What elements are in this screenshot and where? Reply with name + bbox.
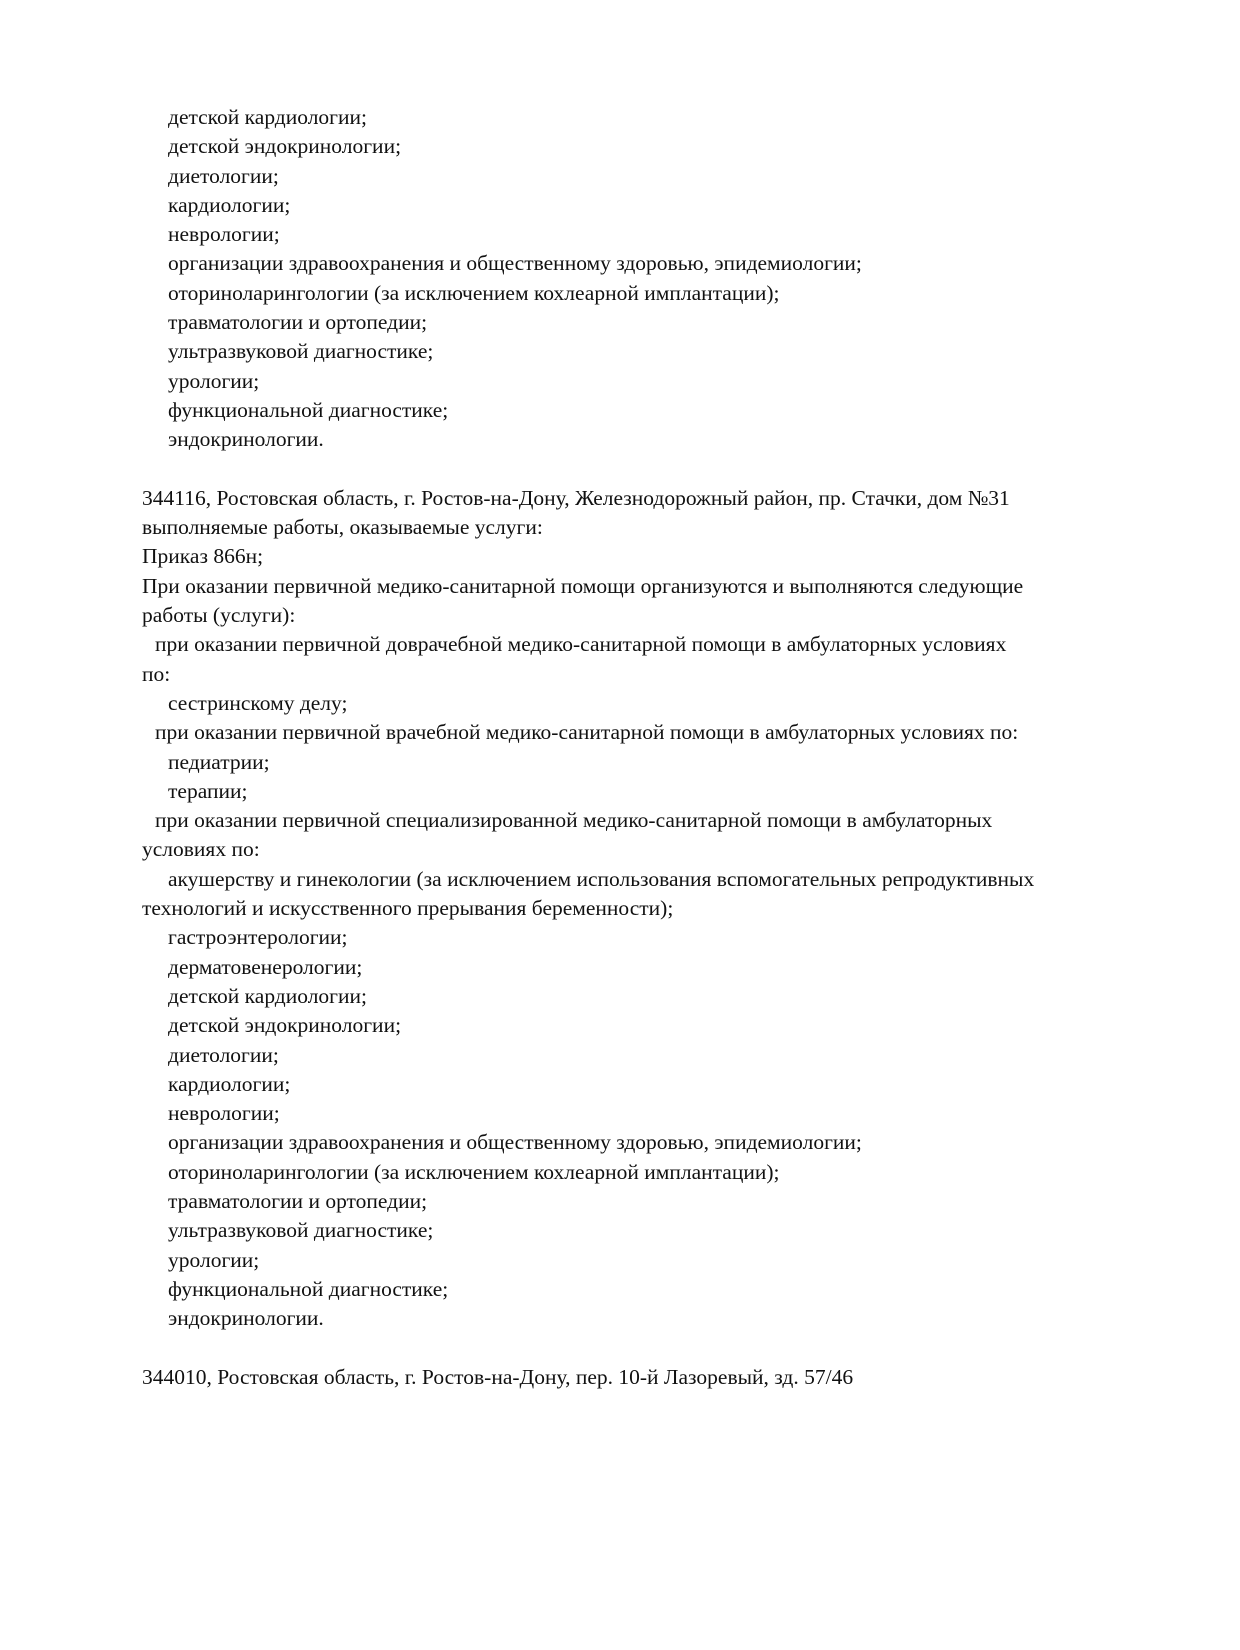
pre-doctor-item: сестринскому делу; — [168, 690, 348, 715]
top-list-item: ультразвуковой диагностике; — [168, 339, 434, 364]
specialized-item: детской эндокринологии; — [168, 1013, 402, 1038]
top-list-item: организации здравоохранения и общественному здоровью, эпидемиологии; — [168, 251, 862, 276]
specialized-item: организации здравоохранения и общественному здоровью, эпидемиологии; — [168, 1130, 862, 1155]
top-list-item: травматологии и ортопедии; — [168, 310, 428, 335]
obstetrics-item-cont: технологий и искусственного прерывания беременности); — [142, 896, 674, 921]
specialized-item: диетологии; — [168, 1042, 279, 1067]
top-list-item: функциональной диагностике; — [168, 397, 449, 422]
top-list-item: оториноларингологии (за исключением кохлеарной имплантации); — [168, 280, 780, 305]
top-list-item: кардиологии; — [168, 192, 291, 217]
doctor-item: терапии; — [168, 778, 248, 803]
works-label: выполняемые работы, оказываемые услуги: — [142, 515, 543, 540]
top-list-item: урологии; — [168, 368, 260, 393]
top-list-item: неврологии; — [168, 222, 280, 247]
specialized-item: травматологии и ортопедии; — [168, 1188, 428, 1213]
specialized-item: гастроэнтерологии; — [168, 925, 348, 950]
specialized-heading-cont: условиях по: — [142, 837, 260, 862]
specialized-item: оториноларингологии (за исключением кохлеарной имплантации); — [168, 1159, 780, 1184]
pre-doctor-heading-cont: по: — [142, 661, 171, 686]
specialized-item: дерматовенерологии; — [168, 954, 363, 979]
specialized-item: эндокринологии. — [168, 1306, 324, 1331]
doctor-heading: при оказании первичной врачебной медико-санитарной помощи в амбулаторных условиях по: — [155, 720, 1019, 745]
obstetrics-item: акушерству и гинекологии (за исключением использования вспомогательных репродуктивных — [168, 866, 1035, 891]
intro-line: работы (услуги): — [142, 603, 296, 628]
specialized-item: функциональной диагностике; — [168, 1276, 449, 1301]
order-line: Приказ 866н; — [142, 544, 264, 569]
specialized-item: урологии; — [168, 1247, 260, 1272]
top-list-item: детской кардиологии; — [168, 105, 367, 129]
specialized-item: детской кардиологии; — [168, 983, 367, 1008]
address-line: 344010, Ростовская область, г. Ростов-на-Дону, пер. 10-й Лазоревый, зд. 57/46 — [142, 1364, 854, 1389]
top-list-item: детской эндокринологии; — [168, 134, 402, 159]
paragraph-gap — [142, 1333, 1152, 1362]
document-body — [142, 103, 1152, 1392]
address-line: 344116, Ростовская область, г. Ростов-на-Дону, Железнодорожный район, пр. Стачки, дом №31 — [142, 485, 1010, 510]
specialized-heading: при оказании первичной специализированной медико-санитарной помощи в амбулаторных — [155, 808, 993, 833]
doctor-item: педиатрии; — [168, 749, 270, 774]
specialized-item: неврологии; — [168, 1101, 280, 1126]
intro-line: При оказании первичной медико-санитарной помощи организуются и выполняются следующие — [142, 573, 1024, 598]
top-list-item: эндокринологии. — [168, 427, 324, 452]
top-list-item: диетологии; — [168, 163, 279, 188]
specialized-item: кардиологии; — [168, 1071, 291, 1096]
specialized-item: ультразвуковой диагностике; — [168, 1218, 434, 1243]
paragraph-gap — [142, 455, 1152, 484]
pre-doctor-heading: при оказании первичной доврачебной медико-санитарной помощи в амбулаторных условиях — [155, 632, 1007, 657]
